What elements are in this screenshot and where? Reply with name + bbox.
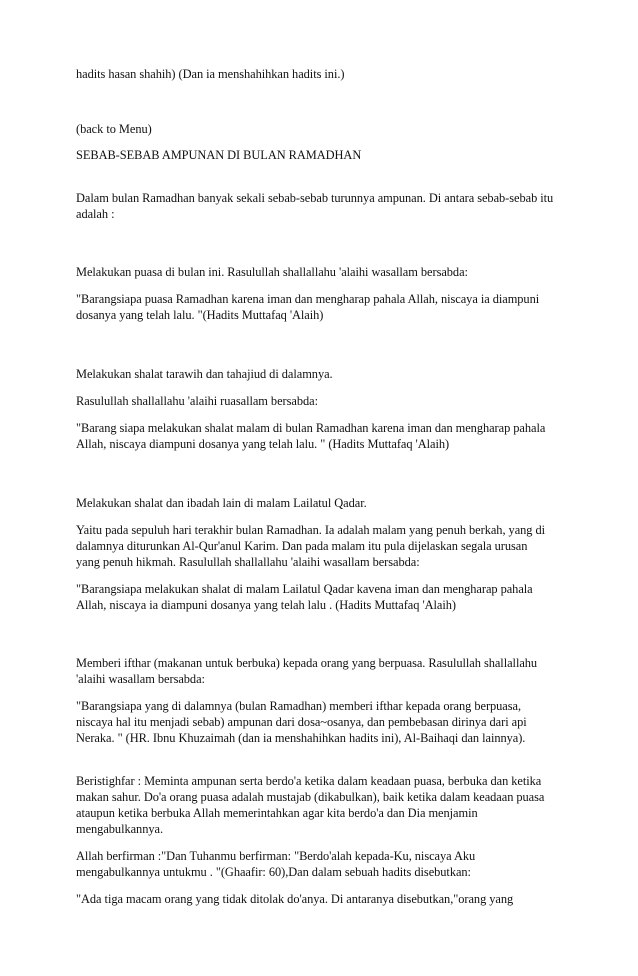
text-line: Rasulullah shallallahu 'alaihi ruasallam bersabda: bbox=[76, 394, 318, 408]
text-line: "Barangsiapa yang di dalamnya (bulan Ramadhan) memberi ifthar kepada orang berpuasa, bbox=[76, 699, 522, 713]
text-line: Allah berfirman :"Dan Tuhanmu berfirman: "Berdo'alah kepada-Ku, niscaya Aku bbox=[76, 849, 476, 863]
section-heading: SEBAB-SEBAB AMPUNAN DI BULAN RAMADHAN bbox=[76, 148, 362, 162]
text-line: dosanya yang telah lalu. "(Hadits Muttafaq 'Alaih) bbox=[76, 308, 324, 322]
text-line: dalamnya diturunkan Al-Qur'anul Karim. Dan pada malam itu pula dijelaskan segala urusan bbox=[76, 539, 528, 553]
text-line: Beristighfar : Meminta ampunan serta berdo'a ketika dalam keadaan puasa, berbuka dan ketika bbox=[76, 774, 542, 788]
text-line: ataupun ketika berbuka Allah memerintahkan agar kita berdo'a dan Dia menjamin bbox=[76, 806, 478, 820]
text-line: hadits hasan shahih) (Dan ia menshahihkan hadits ini.) bbox=[76, 67, 345, 81]
text-line: Yaitu pada sepuluh hari terakhir bulan Ramadhan. Ia adalah malam yang penuh berkah, yang di bbox=[76, 523, 546, 537]
text-line: Allah, niscaya ia diampuni dosanya yang telah lalu . (Hadits Muttafaq 'Alaih) bbox=[76, 598, 456, 612]
text-line: "Ada tiga macam orang yang tidak ditolak do'anya. Di antaranya disebutkan,"orang yang bbox=[76, 892, 514, 906]
text-line: mengabulkannya. bbox=[76, 822, 163, 836]
text-line: Melakukan shalat dan ibadah lain di malam Lailatul Qadar. bbox=[76, 496, 367, 510]
text-line: 'alaihi wasallam bersabda: bbox=[76, 672, 205, 686]
text-line: makan sahur. Do'a orang puasa adalah mustajab (dikabulkan), baik ketika dalam keadaan puasa bbox=[76, 790, 545, 804]
text-line: Memberi ifthar (makanan untuk berbuka) kepada orang yang berpuasa. Rasulullah shallallahu bbox=[76, 656, 538, 670]
text-line: adalah : bbox=[76, 207, 115, 221]
text-line: mengabulkannya untukmu . "(Ghaafir: 60),Dan dalam sebuah hadits disebutkan: bbox=[76, 865, 471, 879]
text-line: yang penuh hikmah. Rasulullah shallallahu 'alaihi wasallam bersabda: bbox=[76, 555, 420, 569]
text-line: Allah, niscaya diampuni dosanya yang telah lalu. " (Hadits Muttafaq 'Alaih) bbox=[76, 437, 450, 451]
text-line: niscaya hal itu menjadi sebab) ampunan dari dosa~osanya, dan pembebasan dirinya dari api bbox=[76, 715, 527, 729]
text-line: "Barangsiapa puasa Ramadhan karena iman dan mengharap pahala Allah, niscaya ia diampuni bbox=[76, 292, 540, 306]
text-line: Dalam bulan Ramadhan banyak sekali sebab-sebab turunnya ampunan. Di antara sebab-sebab itu bbox=[76, 191, 554, 205]
back-to-menu-link[interactable]: (back to Menu) bbox=[76, 122, 152, 136]
text-line: Melakukan puasa di bulan ini. Rasulullah shallallahu 'alaihi wasallam bersabda: bbox=[76, 265, 468, 279]
text-line: "Barang siapa melakukan shalat malam di bulan Ramadhan karena iman dan mengharap pahala bbox=[76, 421, 546, 435]
text-line: Neraka. " (HR. Ibnu Khuzaimah (dan ia menshahihkan hadits ini), Al-Baihaqi dan lainnya). bbox=[76, 731, 526, 745]
text-line: Melakukan shalat tarawih dan tahajiud di dalamnya. bbox=[76, 367, 333, 381]
text-line: "Barangsiapa melakukan shalat di malam Lailatul Qadar kavena iman dan mengharap pahala bbox=[76, 582, 533, 596]
